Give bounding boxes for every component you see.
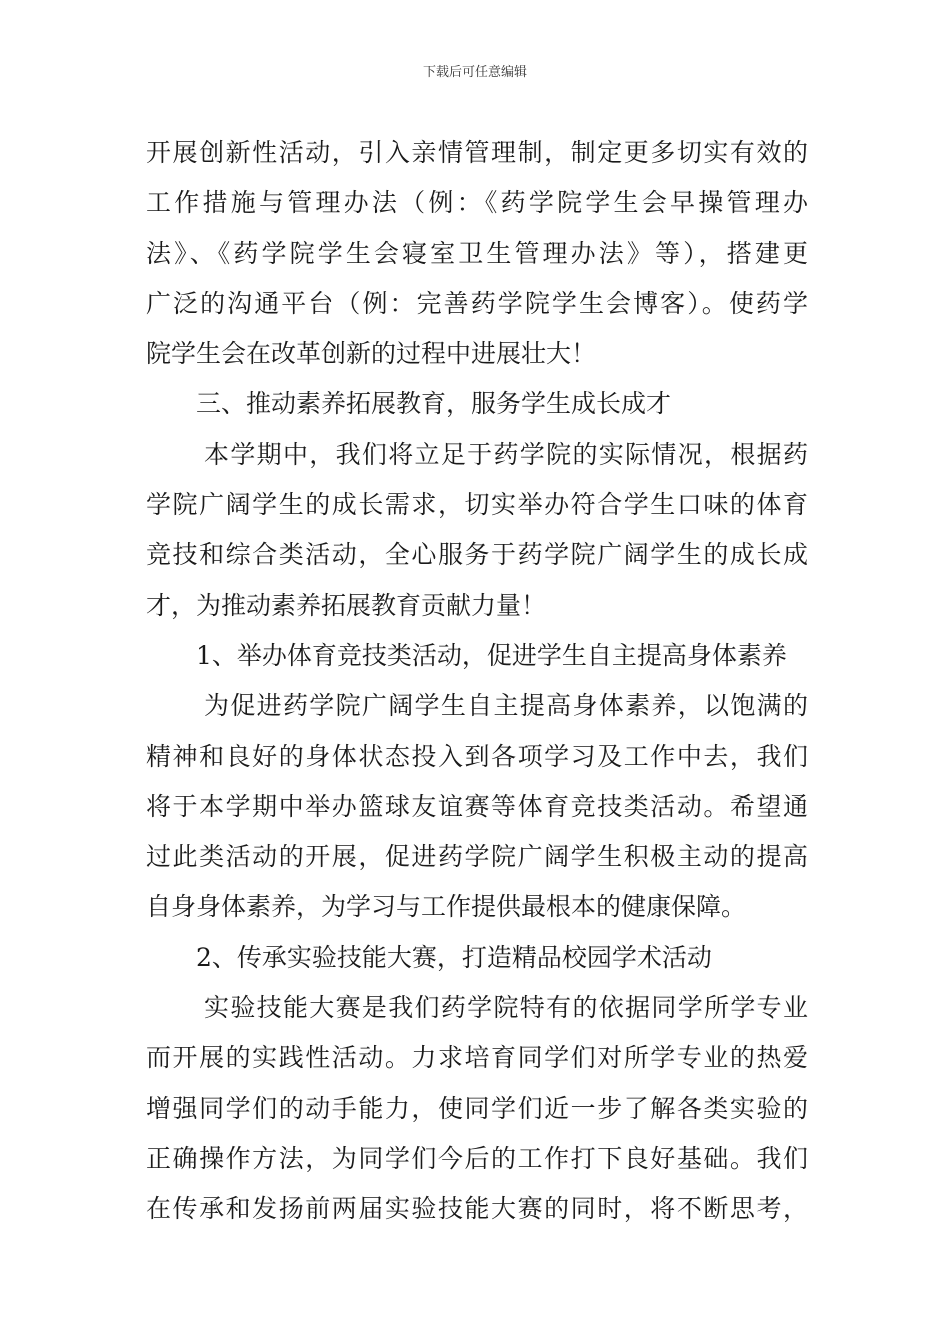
subsection-heading: 1、举办体育竞技类活动，促进学生自主提高身体素养: [196, 640, 787, 670]
text-line: 开展创新性活动，引入亲情管理制，制定更多切实有效的: [146, 138, 808, 167]
paragraph-first-line: 为促进药学院广阔学生自主提高身体素养，以饱满的: [204, 691, 808, 721]
text-line: 精神和良好的身体状态投入到各项学习及工作中去，我们: [146, 741, 808, 771]
text-line: 自身身体素养，为学习与工作提供最根本的健康保障。: [146, 892, 747, 922]
text-line: 工作措施与管理办法（例：《药学院学生会早操管理办: [146, 188, 808, 218]
text-line: 将于本学期中举办篮球友谊赛等体育竞技类活动。希望通: [146, 791, 808, 821]
text-line: 学院广阔学生的成长需求，切实举办符合学生口味的体育: [146, 490, 808, 520]
subsection-heading: 2、传承实验技能大赛，打造精品校园学术活动: [196, 942, 712, 972]
paragraph-first-line: 实验技能大赛是我们药学院特有的依据同学所学专业: [204, 993, 808, 1023]
text-line: 才，为推动素养拓展教育贡献力量！: [146, 590, 547, 620]
text-line: 院学生会在改革创新的过程中进展壮大！: [146, 339, 597, 369]
text-line: 法》、《药学院学生会寝室卫生管理办法》等），搭建更: [146, 238, 808, 268]
text-line: 在传承和发扬前两届实验技能大赛的同时，将不断思考，: [146, 1194, 808, 1224]
text-line: 而开展的实践性活动。力求培育同学们对所学专业的热爱: [146, 1043, 808, 1073]
text-line: 增强同学们的动手能力，使同学们近一步了解各类实验的: [146, 1093, 808, 1123]
paragraph-first-line: 本学期中，我们将立足于药学院的实际情况，根据药: [204, 439, 808, 469]
section-heading: 三、推动素养拓展教育，服务学生成长成才: [196, 389, 672, 419]
text-line: 正确操作方法，为同学们今后的工作打下良好基础。我们: [146, 1143, 808, 1173]
document-body: [146, 128, 808, 1235]
text-line: 广泛的沟通平台（例：完善药学院学生会博客）。使药学: [146, 288, 808, 318]
page-header: 下载后可任意编辑: [422, 65, 527, 80]
text-line: 竞技和综合类活动，全心服务于药学院广阔学生的成长成: [146, 540, 808, 570]
text-line: 过此类活动的开展，促进药学院广阔学生积极主动的提高: [146, 842, 808, 872]
